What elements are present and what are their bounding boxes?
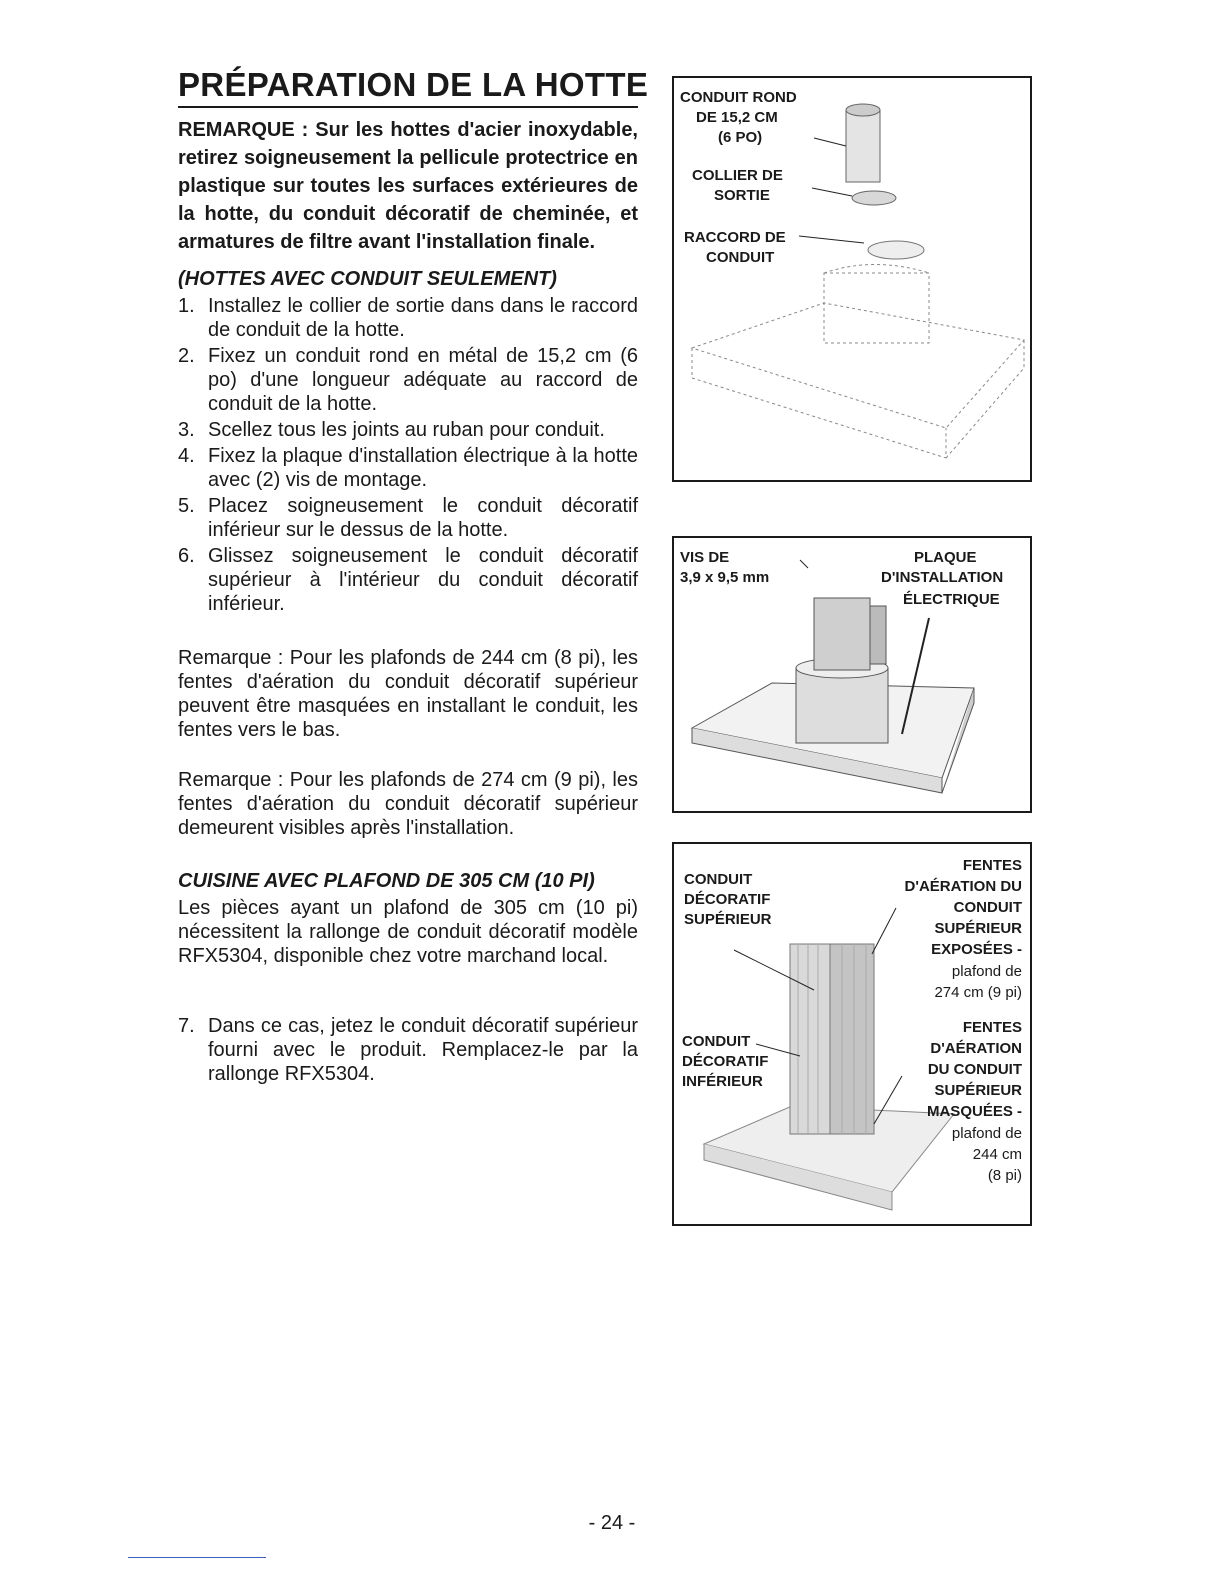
list-item [178, 344, 638, 416]
step-number: 1. [178, 295, 195, 317]
list-item [178, 544, 638, 616]
label-electrical-plate: PLAQUE [914, 549, 977, 566]
note-244: Remarque : Pour les plafonds de 244 cm (8 pi), les fentes d'aération du conduit décoratif supérieur peuvent être masquées en installant le conduit, les fentes vers le bas. [178, 647, 638, 741]
label-round-duct: DE 15,2 CM [696, 109, 778, 126]
label-masked-vents: SUPÉRIEUR [934, 1082, 1022, 1099]
step-number: 3. [178, 419, 195, 441]
label-masked-vents: D'AÉRATION [930, 1040, 1022, 1057]
label-duct-connector: CONDUIT [706, 249, 775, 266]
label-exposed-vents: EXPOSÉES - [931, 941, 1022, 958]
label-masked-vents: plafond de [951, 1125, 1022, 1142]
label-upper-duct: SUPÉRIEUR [684, 911, 772, 928]
label-electrical-plate: ÉLECTRIQUE [903, 591, 1000, 608]
instructions-column [178, 66, 649, 1088]
figure-duct-assembly [672, 76, 1032, 482]
label-round-duct: (6 PO) [718, 129, 763, 146]
label-upper-duct: DÉCORATIF [684, 891, 771, 908]
step-number: 7. [178, 1015, 195, 1037]
list-item [178, 444, 638, 492]
list-item [178, 294, 638, 342]
step-text: Fixez un conduit rond en métal de 15,2 cm (6 po) d'une longueur adéquate au raccord de conduit de la hotte. [208, 345, 638, 415]
figure-chimney-vents [672, 842, 1032, 1226]
label-screws: VIS DE [680, 549, 730, 566]
label-exposed-vents: FENTES [962, 857, 1022, 874]
step-text: Glissez soigneusement le conduit décoratif supérieur à l'intérieur du conduit décoratif inférieur. [208, 545, 638, 615]
step-text: Fixez la plaque d'installation électrique à la hotte avec (2) vis de montage. [208, 445, 638, 491]
label-round-duct: CONDUIT ROND [680, 89, 797, 106]
label-outlet-collar: COLLIER DE [692, 167, 783, 184]
page-title: PRÉPARATION DE LA HOTTE [178, 66, 638, 108]
label-duct-connector: RACCORD DE [684, 229, 786, 246]
section-305-heading: CUISINE AVEC PLAFOND DE 305 CM (10 PI) [178, 870, 595, 892]
label-masked-vents: MASQUÉES - [926, 1103, 1022, 1120]
list-item [178, 494, 638, 542]
remark-intro: REMARQUE : Sur les hottes d'acier inoxydable, retirez soigneusement la pellicule protectrice en plastique sur toutes les surfaces extérieures de la hotte, du conduit décoratif de cheminée, et armatures de filtre avant l'installation finale. [178, 119, 638, 253]
label-exposed-vents: D'AÉRATION DU [904, 878, 1022, 895]
step-number: 5. [178, 495, 195, 517]
label-upper-duct: CONDUIT [684, 871, 753, 888]
label-exposed-vents: 274 cm (9 pi) [934, 984, 1022, 1001]
page-number: - 24 - [588, 1512, 636, 1534]
label-exposed-vents: SUPÉRIEUR [934, 920, 1022, 937]
para-305: Les pièces ayant un plafond de 305 cm (10 pi) nécessitent la rallonge de conduit décoratif modèle RFX5304, disponible chez votre marchand local. [178, 897, 638, 967]
step-number: 2. [178, 345, 195, 367]
label-electrical-plate: D'INSTALLATION [881, 569, 1004, 586]
step-text: Dans ce cas, jetez le conduit décoratif supérieur fourni avec le produit. Remplacez-le par la rallonge RFX5304. [208, 1015, 638, 1085]
step-number: 6. [178, 545, 195, 567]
step-number: 4. [178, 445, 195, 467]
label-screws: 3,9 x 9,5 mm [680, 569, 770, 586]
label-lower-duct: DÉCORATIF [682, 1053, 769, 1070]
label-masked-vents: DU CONDUIT [927, 1061, 1022, 1078]
label-outlet-collar: SORTIE [714, 187, 770, 204]
section-ducted-heading: (HOTTES AVEC CONDUIT SEULEMENT) [178, 268, 557, 290]
step-text: Installez le collier de sortie dans dans le raccord de conduit de la hotte. [208, 295, 638, 341]
step-text: Scellez tous les joints au ruban pour conduit. [208, 419, 605, 441]
label-masked-vents: 244 cm [972, 1146, 1022, 1163]
footer-rule [128, 1557, 266, 1558]
label-masked-vents: (8 pi) [987, 1167, 1022, 1184]
label-lower-duct: CONDUIT [682, 1033, 751, 1050]
note-274: Remarque : Pour les plafonds de 274 cm (9 pi), les fentes d'aération du conduit décoratif supérieur demeurent visibles après l'installation. [178, 769, 638, 839]
step-text: Placez soigneusement le conduit décoratif inférieur sur le dessus de la hotte. [208, 495, 638, 541]
steps-list-continued [178, 1014, 638, 1086]
label-exposed-vents: CONDUIT [953, 899, 1022, 916]
list-item [178, 1014, 638, 1086]
label-exposed-vents: plafond de [951, 963, 1022, 980]
list-item [178, 418, 638, 442]
steps-list [178, 294, 638, 616]
label-masked-vents: FENTES [962, 1019, 1022, 1036]
label-lower-duct: INFÉRIEUR [682, 1073, 763, 1090]
figure-electrical-plate [672, 536, 1032, 813]
